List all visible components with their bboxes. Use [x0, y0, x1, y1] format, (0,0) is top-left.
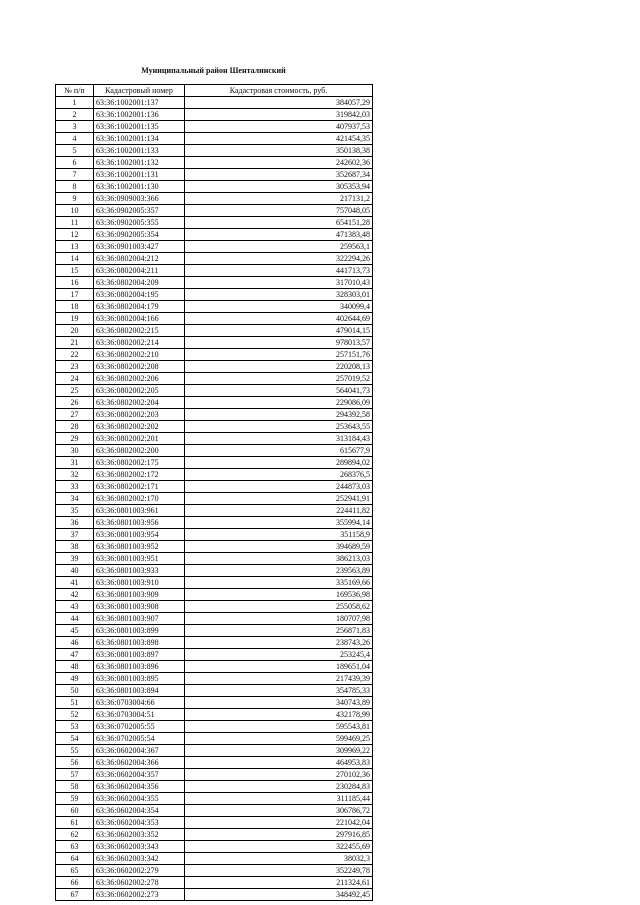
cadastral-value: 217131,2 [185, 193, 373, 205]
row-index: 17 [56, 289, 94, 301]
cadastral-number: 63:36:1002001:130 [94, 181, 185, 193]
row-index: 12 [56, 229, 94, 241]
row-index: 55 [56, 745, 94, 757]
cadastral-value: 180707,98 [185, 613, 373, 625]
cadastral-number: 63:36:0602004:356 [94, 781, 185, 793]
row-index: 33 [56, 481, 94, 493]
row-index: 23 [56, 361, 94, 373]
row-index: 59 [56, 793, 94, 805]
cadastral-value: 229086,09 [185, 397, 373, 409]
cadastral-number: 63:36:0801003:951 [94, 553, 185, 565]
row-index: 44 [56, 613, 94, 625]
table-row [56, 541, 373, 553]
row-index: 66 [56, 877, 94, 889]
table-row [56, 313, 373, 325]
table-row [56, 205, 373, 217]
table-row [56, 841, 373, 853]
row-index: 36 [56, 517, 94, 529]
cadastral-number: 63:36:0602004:367 [94, 745, 185, 757]
row-index: 30 [56, 445, 94, 457]
table-row [56, 481, 373, 493]
cadastral-value: 224411,82 [185, 505, 373, 517]
table-row [56, 337, 373, 349]
cadastral-value: 441713,73 [185, 265, 373, 277]
cadastral-value: 384057,29 [185, 97, 373, 109]
table-header-row [56, 85, 373, 97]
cadastral-number: 63:36:0602002:279 [94, 865, 185, 877]
row-index: 56 [56, 757, 94, 769]
table-row [56, 421, 373, 433]
table-row [56, 301, 373, 313]
table-row [56, 277, 373, 289]
row-index: 58 [56, 781, 94, 793]
row-index: 14 [56, 253, 94, 265]
table-row [56, 649, 373, 661]
row-index: 54 [56, 733, 94, 745]
cadastral-value: 238743,26 [185, 637, 373, 649]
table-row [56, 517, 373, 529]
cadastral-value: 479014,15 [185, 325, 373, 337]
table-row [56, 193, 373, 205]
cadastral-value: 352249,78 [185, 865, 373, 877]
header-index: № п/п [56, 85, 94, 97]
row-index: 35 [56, 505, 94, 517]
cadastral-number: 63:36:0909003:366 [94, 193, 185, 205]
table-row [56, 373, 373, 385]
cadastral-number: 63:36:0802002:214 [94, 337, 185, 349]
cadastral-number: 63:36:1002001:135 [94, 121, 185, 133]
cadastral-value: 402644,69 [185, 313, 373, 325]
cadastral-number: 63:36:0602003:343 [94, 841, 185, 853]
table-row [56, 565, 373, 577]
cadastral-value: 757048,05 [185, 205, 373, 217]
cadastral-number: 63:36:0802002:172 [94, 469, 185, 481]
cadastral-number: 63:36:0801003:896 [94, 661, 185, 673]
cadastral-value: 595543,81 [185, 721, 373, 733]
cadastral-number: 63:36:0801003:961 [94, 505, 185, 517]
table-row [56, 889, 373, 901]
cadastral-value: 355994,14 [185, 517, 373, 529]
cadastral-number: 63:36:0801003:909 [94, 589, 185, 601]
table-row [56, 613, 373, 625]
cadastral-number: 63:36:0802002:170 [94, 493, 185, 505]
cadastral-number: 63:36:0602003:352 [94, 829, 185, 841]
cadastral-value: 289894,02 [185, 457, 373, 469]
table-row [56, 577, 373, 589]
cadastral-number: 63:36:0802002:206 [94, 373, 185, 385]
row-index: 43 [56, 601, 94, 613]
cadastral-value: 309969,22 [185, 745, 373, 757]
row-index: 32 [56, 469, 94, 481]
table-row [56, 709, 373, 721]
cadastral-number: 63:36:0802004:195 [94, 289, 185, 301]
table-row [56, 769, 373, 781]
cadastral-value: 230284,83 [185, 781, 373, 793]
row-index: 21 [56, 337, 94, 349]
cadastral-number: 63:36:1002001:133 [94, 145, 185, 157]
row-index: 37 [56, 529, 94, 541]
table-row [56, 529, 373, 541]
row-index: 7 [56, 169, 94, 181]
row-index: 2 [56, 109, 94, 121]
table-row [56, 157, 373, 169]
table-row [56, 217, 373, 229]
row-index: 20 [56, 325, 94, 337]
table-row [56, 385, 373, 397]
cadastral-value: 38032,3 [185, 853, 373, 865]
table-row [56, 349, 373, 361]
table-row [56, 781, 373, 793]
row-index: 65 [56, 865, 94, 877]
cadastral-number: 63:36:0801003:954 [94, 529, 185, 541]
table-row [56, 409, 373, 421]
table-row [56, 169, 373, 181]
row-index: 38 [56, 541, 94, 553]
table-row [56, 745, 373, 757]
row-index: 49 [56, 673, 94, 685]
cadastral-value: 654151,28 [185, 217, 373, 229]
row-index: 25 [56, 385, 94, 397]
cadastral-value: 351158,9 [185, 529, 373, 541]
row-index: 48 [56, 661, 94, 673]
cadastral-number: 63:36:0802004:166 [94, 313, 185, 325]
cadastral-number: 63:36:0802004:209 [94, 277, 185, 289]
row-index: 4 [56, 133, 94, 145]
row-index: 51 [56, 697, 94, 709]
cadastral-number: 63:36:0602004:355 [94, 793, 185, 805]
cadastral-value: 354785,33 [185, 685, 373, 697]
table-row [56, 697, 373, 709]
table-row [56, 241, 373, 253]
cadastral-value: 407937,53 [185, 121, 373, 133]
table-row [56, 817, 373, 829]
cadastral-value: 256871,83 [185, 625, 373, 637]
cadastral-number: 63:36:0802002:205 [94, 385, 185, 397]
table-row [56, 109, 373, 121]
cadastral-number: 63:36:0802002:208 [94, 361, 185, 373]
cadastral-number: 63:36:0602003:342 [94, 853, 185, 865]
cadastral-value: 471383,48 [185, 229, 373, 241]
table-row [56, 253, 373, 265]
cadastral-number: 63:36:0801003:894 [94, 685, 185, 697]
cadastral-value: 221042,04 [185, 817, 373, 829]
cadastral-value: 464953,83 [185, 757, 373, 769]
row-index: 52 [56, 709, 94, 721]
table-row [56, 397, 373, 409]
cadastral-number: 63:36:0802002:215 [94, 325, 185, 337]
table-row [56, 637, 373, 649]
row-index: 9 [56, 193, 94, 205]
cadastral-value: 257151,76 [185, 349, 373, 361]
row-index: 11 [56, 217, 94, 229]
table-row [56, 757, 373, 769]
cadastral-number: 63:36:0801003:895 [94, 673, 185, 685]
cadastral-number: 63:36:0902005:357 [94, 205, 185, 217]
cadastral-value: 189651,04 [185, 661, 373, 673]
cadastral-value: 305353,94 [185, 181, 373, 193]
cadastral-value: 317010,43 [185, 277, 373, 289]
cadastral-number: 63:36:0703004:51 [94, 709, 185, 721]
cadastral-number: 63:36:0602004:353 [94, 817, 185, 829]
row-index: 63 [56, 841, 94, 853]
row-index: 34 [56, 493, 94, 505]
cadastral-number: 63:36:0802002:210 [94, 349, 185, 361]
table-row [56, 805, 373, 817]
row-index: 6 [56, 157, 94, 169]
cadastral-number: 63:36:0602004:354 [94, 805, 185, 817]
cadastral-value: 322455,69 [185, 841, 373, 853]
cadastral-number: 63:36:0801003:908 [94, 601, 185, 613]
table-row [56, 601, 373, 613]
cadastral-value: 220208,13 [185, 361, 373, 373]
cadastral-number: 63:36:0802002:175 [94, 457, 185, 469]
table-row [56, 181, 373, 193]
row-index: 64 [56, 853, 94, 865]
cadastral-number: 63:36:1002001:134 [94, 133, 185, 145]
cadastral-value: 253643,55 [185, 421, 373, 433]
cadastral-number: 63:36:0802002:201 [94, 433, 185, 445]
row-index: 67 [56, 889, 94, 901]
cadastral-table [55, 84, 373, 901]
table-row [56, 121, 373, 133]
table-row [56, 865, 373, 877]
cadastral-value: 242602,36 [185, 157, 373, 169]
row-index: 3 [56, 121, 94, 133]
cadastral-number: 63:36:0801003:907 [94, 613, 185, 625]
cadastral-value: 386213,03 [185, 553, 373, 565]
row-index: 27 [56, 409, 94, 421]
table-row [56, 325, 373, 337]
cadastral-number: 63:36:0801003:952 [94, 541, 185, 553]
cadastral-value: 257019,52 [185, 373, 373, 385]
cadastral-value: 270102,36 [185, 769, 373, 781]
row-index: 46 [56, 637, 94, 649]
cadastral-value: 564041,73 [185, 385, 373, 397]
cadastral-value: 328303,01 [185, 289, 373, 301]
cadastral-value: 311185,44 [185, 793, 373, 805]
cadastral-number: 63:36:1002001:132 [94, 157, 185, 169]
cadastral-value: 252941,91 [185, 493, 373, 505]
row-index: 5 [56, 145, 94, 157]
cadastral-value: 294392,58 [185, 409, 373, 421]
cadastral-value: 421454,35 [185, 133, 373, 145]
table-row [56, 445, 373, 457]
row-index: 41 [56, 577, 94, 589]
cadastral-number: 63:36:0802002:200 [94, 445, 185, 457]
table-row [56, 265, 373, 277]
cadastral-number: 63:36:0602002:273 [94, 889, 185, 901]
cadastral-number: 63:36:0802004:211 [94, 265, 185, 277]
cadastral-number: 63:36:0602002:278 [94, 877, 185, 889]
table-row [56, 721, 373, 733]
row-index: 15 [56, 265, 94, 277]
cadastral-value: 348492,45 [185, 889, 373, 901]
row-index: 62 [56, 829, 94, 841]
header-cadastral-value: Кадастровая стоимость, руб. [185, 85, 373, 97]
row-index: 1 [56, 97, 94, 109]
cadastral-value: 169536,98 [185, 589, 373, 601]
row-index: 26 [56, 397, 94, 409]
row-index: 42 [56, 589, 94, 601]
cadastral-number: 63:36:0703004:66 [94, 697, 185, 709]
cadastral-number: 63:36:0702005:55 [94, 721, 185, 733]
row-index: 57 [56, 769, 94, 781]
table-row [56, 673, 373, 685]
table-row [56, 829, 373, 841]
cadastral-value: 394689,59 [185, 541, 373, 553]
table-row [56, 145, 373, 157]
table-row [56, 733, 373, 745]
row-index: 16 [56, 277, 94, 289]
row-index: 8 [56, 181, 94, 193]
cadastral-value: 340743,89 [185, 697, 373, 709]
table-row [56, 553, 373, 565]
cadastral-number: 63:36:1002001:136 [94, 109, 185, 121]
row-index: 53 [56, 721, 94, 733]
row-index: 45 [56, 625, 94, 637]
table-row [56, 505, 373, 517]
cadastral-value: 255058,62 [185, 601, 373, 613]
row-index: 60 [56, 805, 94, 817]
page-title: Муниципальный район Шенталинский [141, 66, 286, 75]
table-row [56, 229, 373, 241]
row-index: 29 [56, 433, 94, 445]
cadastral-value: 352687,34 [185, 169, 373, 181]
cadastral-number: 63:36:0902005:355 [94, 217, 185, 229]
table-row [56, 877, 373, 889]
row-index: 39 [56, 553, 94, 565]
cadastral-value: 432178,99 [185, 709, 373, 721]
cadastral-number: 63:36:1002001:131 [94, 169, 185, 181]
row-index: 13 [56, 241, 94, 253]
cadastral-value: 340099,4 [185, 301, 373, 313]
cadastral-value: 306786,72 [185, 805, 373, 817]
row-index: 50 [56, 685, 94, 697]
cadastral-value: 335169,66 [185, 577, 373, 589]
cadastral-value: 615677,9 [185, 445, 373, 457]
table-row [56, 853, 373, 865]
table-row [56, 133, 373, 145]
cadastral-value: 322294,26 [185, 253, 373, 265]
cadastral-value: 239563,89 [185, 565, 373, 577]
row-index: 19 [56, 313, 94, 325]
table-row [56, 493, 373, 505]
cadastral-number: 63:36:0801003:956 [94, 517, 185, 529]
table-row [56, 433, 373, 445]
cadastral-value: 978013,57 [185, 337, 373, 349]
cadastral-number: 63:36:0602004:357 [94, 769, 185, 781]
cadastral-value: 217439,39 [185, 673, 373, 685]
table-row [56, 457, 373, 469]
table-row [56, 625, 373, 637]
cadastral-number: 63:36:0801003:899 [94, 625, 185, 637]
table-row [56, 793, 373, 805]
table-row [56, 97, 373, 109]
table-row [56, 289, 373, 301]
cadastral-number: 63:36:1002001:137 [94, 97, 185, 109]
row-index: 40 [56, 565, 94, 577]
row-index: 18 [56, 301, 94, 313]
cadastral-number: 63:36:0702005:54 [94, 733, 185, 745]
row-index: 31 [56, 457, 94, 469]
cadastral-number: 63:36:0802004:179 [94, 301, 185, 313]
table-row [56, 589, 373, 601]
header-cadastral-number: Кадастровый номер [94, 85, 185, 97]
row-index: 10 [56, 205, 94, 217]
cadastral-number: 63:36:0801003:910 [94, 577, 185, 589]
row-index: 22 [56, 349, 94, 361]
cadastral-number: 63:36:0802004:212 [94, 253, 185, 265]
cadastral-value: 244873,03 [185, 481, 373, 493]
cadastral-number: 63:36:0802002:204 [94, 397, 185, 409]
cadastral-number: 63:36:0801003:933 [94, 565, 185, 577]
cadastral-value: 319842,03 [185, 109, 373, 121]
cadastral-value: 350138,38 [185, 145, 373, 157]
cadastral-number: 63:36:0602004:366 [94, 757, 185, 769]
cadastral-value: 599469,25 [185, 733, 373, 745]
cadastral-number: 63:36:0802002:171 [94, 481, 185, 493]
cadastral-value: 253245,4 [185, 649, 373, 661]
row-index: 28 [56, 421, 94, 433]
table-row [56, 661, 373, 673]
table-body [56, 97, 373, 901]
cadastral-number: 63:36:0802002:203 [94, 409, 185, 421]
cadastral-value: 313184,43 [185, 433, 373, 445]
cadastral-value: 259563,1 [185, 241, 373, 253]
cadastral-value: 297916,85 [185, 829, 373, 841]
cadastral-value: 268376,5 [185, 469, 373, 481]
cadastral-number: 63:36:0901003:427 [94, 241, 185, 253]
table-row [56, 361, 373, 373]
table-row [56, 685, 373, 697]
cadastral-value: 211324,61 [185, 877, 373, 889]
table-row [56, 469, 373, 481]
row-index: 24 [56, 373, 94, 385]
row-index: 47 [56, 649, 94, 661]
cadastral-number: 63:36:0801003:898 [94, 637, 185, 649]
row-index: 61 [56, 817, 94, 829]
cadastral-number: 63:36:0802002:202 [94, 421, 185, 433]
cadastral-number: 63:36:0801003:897 [94, 649, 185, 661]
cadastral-number: 63:36:0902005:354 [94, 229, 185, 241]
